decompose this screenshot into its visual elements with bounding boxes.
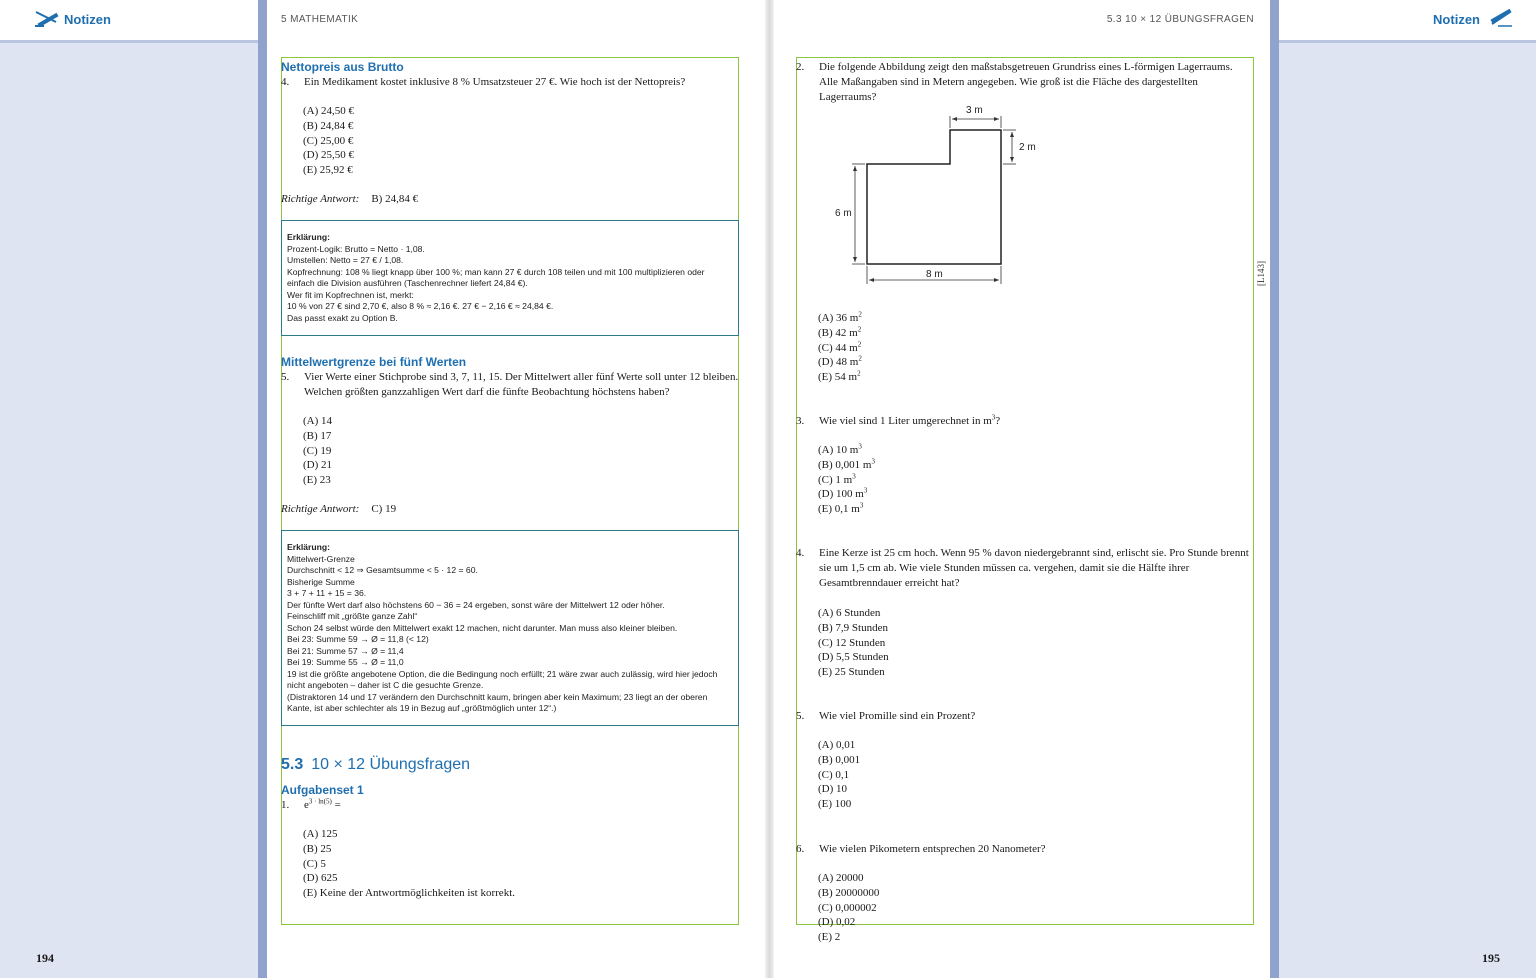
answer-value: C) 19 bbox=[371, 503, 397, 515]
option-b: (B) 0,001 $m^3$ bbox=[818, 457, 875, 471]
answer-label: Richtige Antwort: bbox=[281, 503, 360, 515]
explanation-line: 3 + 7 + 11 + 15 = 36. bbox=[287, 588, 367, 598]
option-c: (C) 19 bbox=[303, 444, 332, 457]
page-number-left: 194 bbox=[36, 951, 54, 965]
question-4-left bbox=[281, 75, 741, 90]
explanation-line: Der fünfte Wert darf also höchstens 60 − 36 = 24 ergeben, sonst wäre der Mittelwert 12 oder höher. bbox=[287, 599, 665, 610]
options-q5-left bbox=[303, 414, 332, 488]
answer-q5-left bbox=[281, 503, 396, 515]
option-c: (C) 5 bbox=[303, 857, 326, 870]
question-number: 3. bbox=[796, 415, 805, 427]
explanation-line: Kopfrechnung: 108 % liegt knapp über 100 %; man kann 27 € durch 108 teilen und mit 100 multiplizieren oder einfach die Division ausführen (Taschenrechner liefert 24,84 €). bbox=[287, 266, 705, 288]
explanation-line: 10 % von 27 € sind 2,70 €, also 8 % ≈ 2,16 €. 27 € − 2,16 € ≈ 24,84 €. bbox=[287, 301, 554, 311]
explanation-line: Durchschnitt < 12 ⇒ Gesamtsumme < 5 · 12 = 60. bbox=[287, 565, 478, 575]
option-b: (B) 20000000 bbox=[818, 886, 880, 899]
question-number: 6. bbox=[796, 843, 805, 855]
question-5-right bbox=[796, 709, 1250, 724]
question-text bbox=[304, 798, 741, 813]
question-text: Vier Werte einer Stichprobe sind 3, 7, 11, 15. Der Mittelwert aller fünf Werte soll unter 12 bleiben. Welchen größten ganzzahligen Wert darf die fünfte Beobachtung höchstens haben? bbox=[304, 371, 739, 398]
explanation-line: Schon 24 selbst würde den Mittelwert exakt 12 machen, nicht darunter. Man muss also kleiner bleiben. bbox=[287, 622, 678, 633]
question-number: 2. bbox=[796, 61, 805, 73]
notes-header-left bbox=[0, 0, 258, 43]
option-d: (D) 10 bbox=[818, 783, 848, 796]
options-q4-right bbox=[818, 606, 889, 680]
explanation-line: Bei 19: Summe 55 → Ø = 11,0 bbox=[287, 657, 404, 667]
separator-bar-left bbox=[258, 0, 267, 978]
page-right bbox=[774, 0, 1270, 978]
section-number: 5.3 bbox=[281, 756, 304, 773]
options-q6-right bbox=[818, 871, 879, 945]
heading-aufgabenset: Aufgabenset 1 bbox=[281, 783, 364, 797]
options-q3-right bbox=[818, 443, 875, 517]
option-c: (C) 25,00 € bbox=[303, 134, 354, 147]
question-5-left bbox=[281, 370, 741, 400]
explanation-line: Wer fit im Kopfrechnen ist, merkt: bbox=[287, 289, 414, 300]
section-title bbox=[281, 756, 470, 774]
explanation-line: (Distraktoren 14 und 17 verändern den Durchschnitt kaum, bringen aber kein Maximum; 23 liegt an der oberen Kante, ist aber schlechter als 19 in Bezug auf „größtmöglich unter 12“.) bbox=[287, 691, 708, 713]
option-e: (E) 25 Stunden bbox=[818, 666, 885, 679]
option-c: (C) 1 $m^3$ bbox=[818, 471, 856, 486]
floor-plan-diagram bbox=[824, 98, 1044, 290]
separator-bar-right bbox=[1270, 0, 1279, 978]
option-d: (D) 625 bbox=[303, 872, 338, 885]
option-b: (B) 42 $m^2$ bbox=[818, 325, 862, 339]
dim-label-bottom: 8 m bbox=[926, 269, 943, 280]
pencil-icon bbox=[34, 6, 60, 28]
explanation-box-1 bbox=[281, 220, 739, 336]
notes-panel-left bbox=[0, 0, 258, 978]
question-text: Wie viel Promille sind ein Prozent? bbox=[819, 710, 976, 722]
options-q1-left bbox=[303, 827, 515, 901]
option-b: (B) 24,84 € bbox=[303, 119, 354, 132]
option-a: (A) 10 $m^3$ bbox=[818, 442, 862, 456]
option-e: (E) 0,1 $m^3$ bbox=[818, 501, 864, 516]
question-text: Ein Medikament kostet inklusive 8 % Umsatzsteuer 27 €. Wie hoch ist der Nettopreis? bbox=[304, 76, 686, 88]
question-1-left bbox=[281, 798, 741, 813]
explanation-line: 19 ist die größte angebotene Option, die die Bedingung noch erfüllt; 21 wäre zwar auch zulässig, wird hier jedoch nicht angeboten – daher ist C die gesuchte Grenze. bbox=[287, 668, 718, 690]
explanation-box-2 bbox=[281, 530, 739, 726]
option-a: (A) 20000 bbox=[818, 872, 864, 884]
option-d: (D) 25,50 € bbox=[303, 149, 355, 162]
expr-exponent: 3 · ln(5) bbox=[308, 797, 332, 806]
section-name: 10 × 12 Übungsfragen bbox=[311, 756, 471, 773]
question-6-right bbox=[796, 842, 1250, 857]
page-number-right: 195 bbox=[1482, 951, 1500, 965]
option-e: (E) 100 bbox=[818, 798, 852, 811]
option-b: (B) 0,001 bbox=[818, 753, 861, 766]
book-gutter bbox=[765, 0, 774, 978]
explanation-line: Bei 23: Summe 59 → Ø = 11,8 (< 12) bbox=[287, 634, 429, 644]
explanation-line: Das passt exakt zu Option B. bbox=[287, 312, 398, 323]
notes-panel-right bbox=[1279, 0, 1536, 978]
options-q2-right bbox=[818, 311, 862, 385]
question-number: 5. bbox=[281, 371, 290, 383]
side-reference: [L143] bbox=[1256, 261, 1266, 286]
option-a: (A) 0,01 bbox=[818, 739, 856, 751]
question-number: 1. bbox=[281, 799, 290, 811]
expr-base: e bbox=[304, 799, 309, 811]
explanation-line: Bei 21: Summe 57 → Ø = 11,4 bbox=[287, 645, 404, 656]
dim-label-top: 3 m bbox=[966, 105, 983, 116]
option-a: (A) 14 bbox=[303, 415, 333, 427]
question-text: Die folgende Abbildung zeigt den maßstabsgetreuen Grundriss eines L-förmigen Lagerraums. Alle Maßangaben sind in Metern angegeben. Wie groß ist die Fläche des dargestellten Lagerraums? bbox=[819, 61, 1233, 103]
heading-mittelwertgrenze: Mittelwertgrenze bei fünf Werten bbox=[281, 355, 467, 369]
option-d: (D) 100 $m^3$ bbox=[818, 486, 868, 501]
explanation-line: Mittelwert-Grenze bbox=[287, 553, 355, 564]
dim-label-right: 2 m bbox=[1019, 142, 1036, 153]
option-c: (C) 44 $m^2$ bbox=[818, 339, 862, 354]
option-d: (D) 0,02 bbox=[818, 916, 856, 929]
option-a: (A) 36 $m^2$ bbox=[818, 310, 862, 324]
running-head-right: 5.3 10 × 12 ÜBUNGSFRAGEN bbox=[1106, 14, 1254, 25]
answer-label: Richtige Antwort: bbox=[281, 193, 360, 205]
explanation-line: Bisherige Summe bbox=[287, 576, 355, 587]
heading-nettopreis: Nettopreis aus Brutto bbox=[281, 60, 404, 74]
answer-value: B) 24,84 € bbox=[371, 193, 419, 205]
explanation-line: Prozent-Logik: Brutto = Netto · 1,08. bbox=[287, 243, 425, 254]
question-number: 4. bbox=[796, 547, 805, 559]
option-e: (E) 23 bbox=[303, 474, 331, 487]
option-a: (A) 24,50 € bbox=[303, 105, 355, 117]
option-c: (C) 12 Stunden bbox=[818, 636, 886, 649]
page-left bbox=[267, 0, 765, 978]
question-text: Eine Kerze ist 25 cm hoch. Wenn 95 % davon niedergebrannt sind, erlischt sie. Pro Stunde brennt sie um 1,5 cm ab. Wie viele Stunden müssen ca. vergehen, damit sie die Hälfte ihrer Gesamtbrenndauer erreicht hat? bbox=[819, 547, 1249, 589]
question-text: Wie vielen Pikometern entsprechen 20 Nanometer? bbox=[819, 843, 1046, 855]
pencil-icon bbox=[1488, 6, 1514, 28]
option-d: (D) 21 bbox=[303, 459, 333, 472]
explanation-line: Feinschliff mit „größte ganze Zahl“ bbox=[287, 611, 418, 621]
option-b: (B) 17 bbox=[303, 429, 332, 442]
option-c: (C) 0,1 bbox=[818, 768, 850, 781]
notes-header-right bbox=[1279, 0, 1536, 43]
option-e: (E) 54 $m^2$ bbox=[818, 369, 861, 384]
option-a: (A) 6 Stunden bbox=[818, 607, 881, 619]
option-a: (A) 125 bbox=[303, 828, 338, 840]
expr-equals: = bbox=[331, 799, 341, 811]
question-number: 4. bbox=[281, 76, 290, 88]
option-c: (C) 0,000002 bbox=[818, 901, 877, 914]
option-d: (D) 5,5 Stunden bbox=[818, 651, 889, 664]
floor-plan-shape bbox=[867, 130, 1001, 264]
options-q4-left bbox=[303, 104, 354, 178]
question-number: 5. bbox=[796, 710, 805, 722]
option-d: (D) 48 $m^2$ bbox=[818, 354, 862, 369]
option-e: (E) 25,92 € bbox=[303, 164, 353, 177]
explanation-title: Erklärung: bbox=[287, 232, 330, 242]
options-q5-right bbox=[818, 738, 860, 812]
option-e: (E) Keine der Antwortmöglichkeiten ist korrekt. bbox=[303, 887, 515, 900]
notes-title-left: Notizen bbox=[64, 12, 111, 27]
option-b: (B) 7,9 Stunden bbox=[818, 621, 888, 634]
question-4-right bbox=[796, 546, 1250, 591]
explanation-title: Erklärung: bbox=[287, 542, 330, 552]
option-b: (B) 25 bbox=[303, 842, 332, 855]
answer-q4-left bbox=[281, 193, 418, 205]
question-text: Wie viel sind 1 Liter umgerechnet in $m^3$? bbox=[819, 413, 1001, 427]
question-3-right bbox=[796, 414, 1250, 429]
dim-label-left: 6 m bbox=[835, 208, 852, 219]
explanation-line: Umstellen: Netto = 27 € / 1,08. bbox=[287, 255, 404, 265]
notes-title-right: Notizen bbox=[1433, 12, 1480, 27]
option-e: (E) 2 bbox=[818, 931, 841, 944]
running-head-left: 5 MATHEMATIK bbox=[281, 14, 359, 25]
